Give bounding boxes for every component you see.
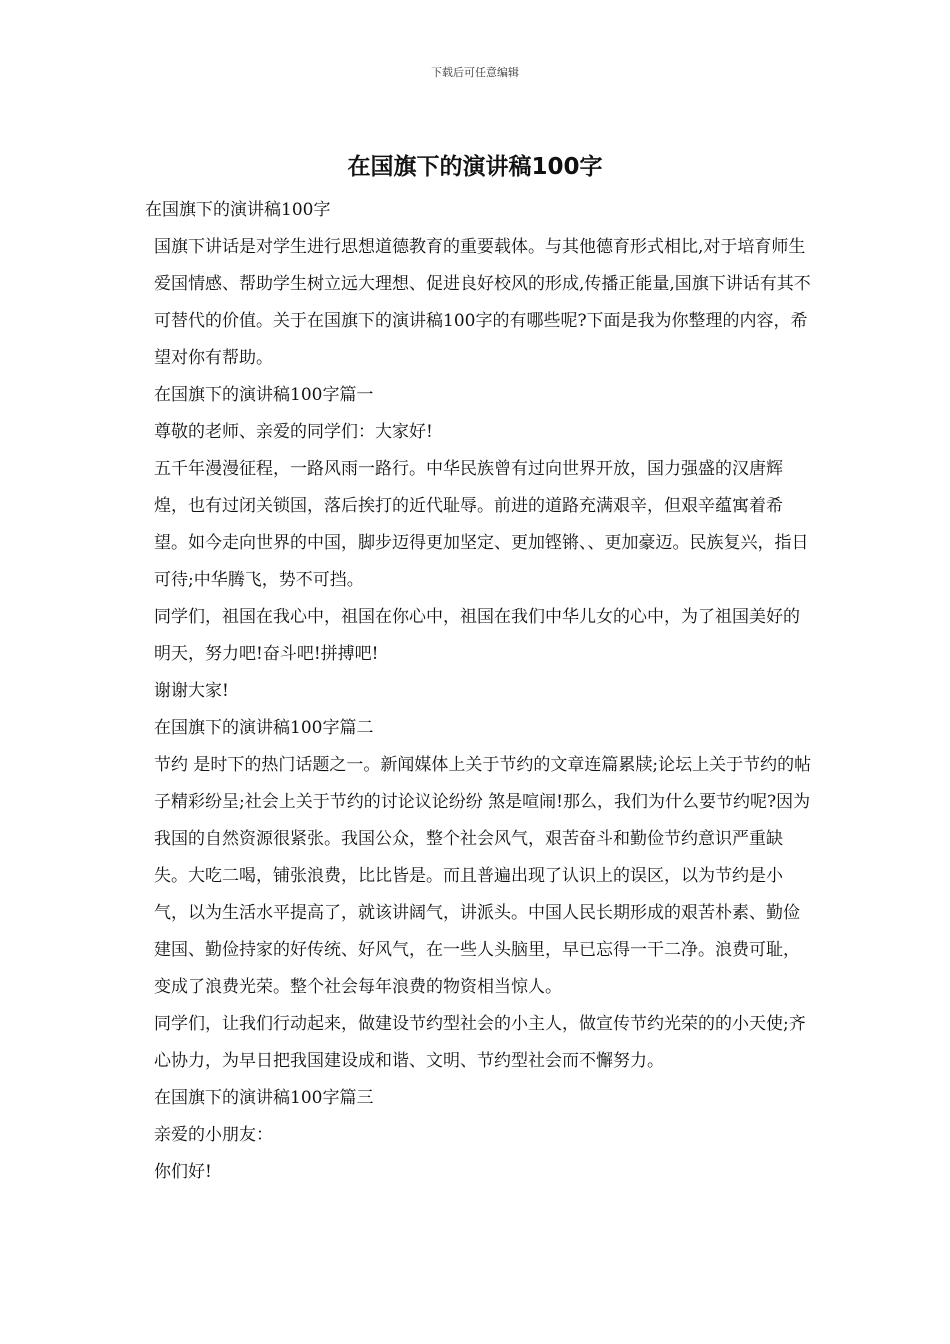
paragraph-hello: 你们好! [154,1162,212,1182]
paragraph-greeting: 尊敬的老师、亲爱的同学们：大家好! [154,422,433,442]
section-heading-2: 在国旗下的演讲稿100字篇二 [154,718,374,738]
paragraph-saving: 节约 是时下的热门话题之一。新闻媒体上关于节约的文章连篇累牍;论坛上关于节约的帖子精彩纷呈;社会上关于节约的讨论议论纷纷 煞是喧闹!那么，我们为什么要节约呢?因为我国的自然资源很紧张。我国公众，整个社会风气，艰苦奋斗和勤俭节约意识严重缺失。大吃二喝，铺张浪费，比比皆是。而且普遍出现了认识上的误区，以为节约是小气，以为生活水平提高了，就该讲阔气，讲派头。中国人民长期形成的艰苦朴素、勤俭建国、勤俭持家的好传统、好风气，在一些人头脑里，早已忘得一干二净。浪费可耻，变成了浪费光荣。整个社会每年浪费的物资相当惊人。 [154,755,812,997]
section-heading-1: 在国旗下的演讲稿100字篇一 [154,385,374,405]
paragraph-motherland: 同学们，祖国在我心中，祖国在你心中，祖国在我们中华儿女的心中，为了祖国美好的明天，努力吧!奋斗吧!拼搏吧! [154,607,800,664]
section-heading-3: 在国旗下的演讲稿100字篇三 [154,1088,374,1108]
page-header-note: 下载后可任意编辑 [431,66,519,79]
paragraph-intro: 国旗下讲话是对学生进行思想道德教育的重要载体。与其他德育形式相比,对于培育师生爱国情感、帮助学生树立远大理想、促进良好校风的形成,传播正能量,国旗下讲话有其不可替代的价值。关于在国旗下的演讲稿100字的有哪些呢?下面是我为你整理的内容，希望对你有帮助。 [154,237,811,368]
paragraph-salutation: 亲爱的小朋友： [154,1125,273,1145]
paragraph-call-to-action: 同学们，让我们行动起来，做建设节约型社会的小主人，做宣传节约光荣的的小天使;齐心协力，为早日把我国建设成和谐、文明、节约型社会而不懈努力。 [154,1014,806,1071]
paragraph-subtitle: 在国旗下的演讲稿100字 [145,200,331,220]
document-body [145,192,815,1191]
paragraph-history: 五千年漫漫征程，一路风雨一路行。中华民族曾有过向世界开放，国力强盛的汉唐辉煌，也有过闭关锁国，落后挨打的近代耻辱。前进的道路充满艰辛，但艰辛蕴寓着希望。如今走向世界的中国，脚步迈得更加坚定、更加铿锵、、更加豪迈。民族复兴，指日可待;中华腾飞，势不可挡。 [154,459,809,590]
document-title: 在国旗下的演讲稿100字 [347,154,603,180]
paragraph-thanks: 谢谢大家! [154,681,229,701]
